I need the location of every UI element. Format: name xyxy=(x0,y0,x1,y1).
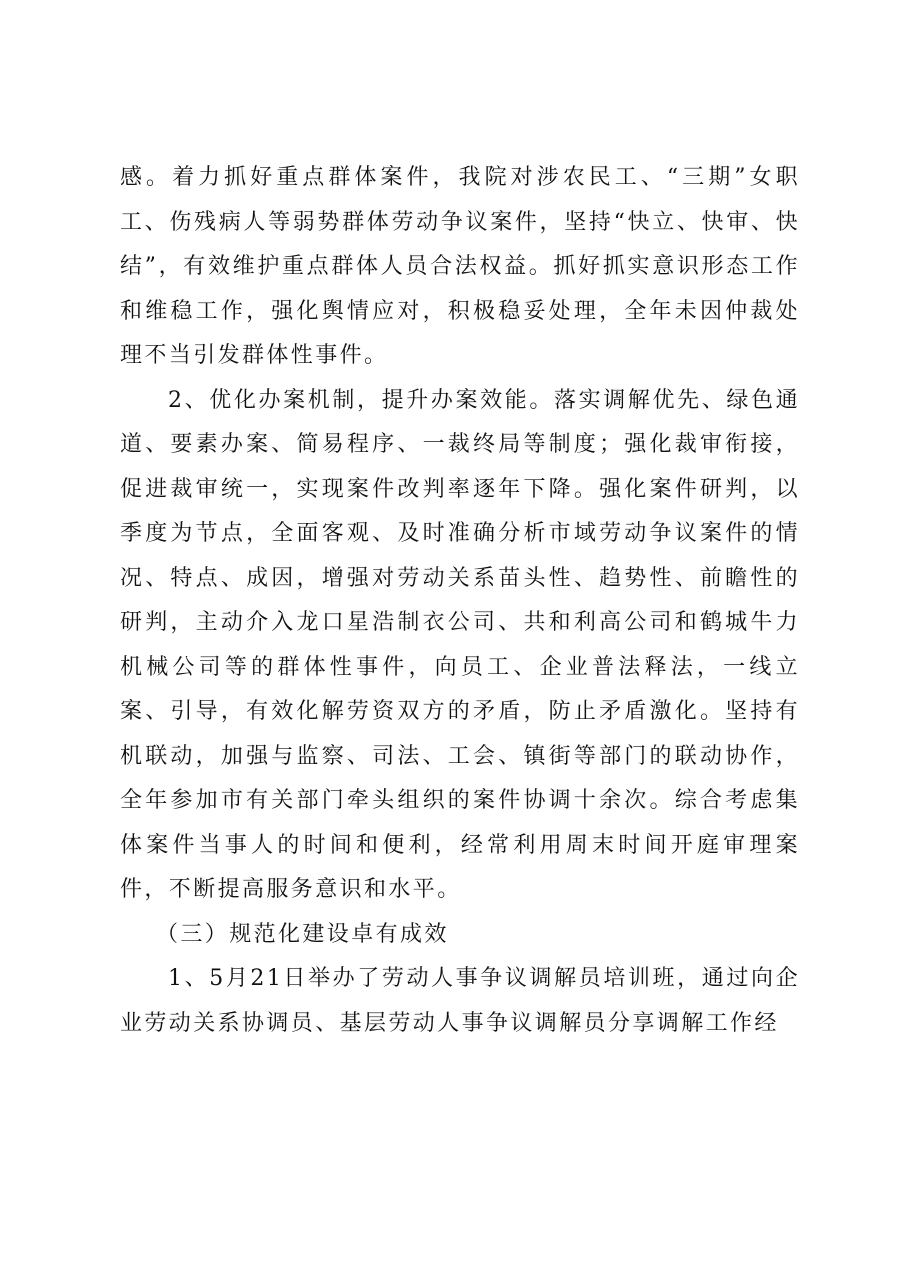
paragraph-case-mechanism: 2、优化办案机制，提升办案效能。落实调解优先、绿色通道、要素办案、简易程序、一裁终局等制度；强化裁审衔接，促进裁审统一，实现案件改判率逐年下降。强化案件研判，以季度为节点，全面客观、及时准确分析市域劳动争议案件的情况、特点、成因，增强对劳动关系苗头性、趋势性、前瞻性的研判，主动介入龙口星浩制衣公司、共和利高公司和鹤城牛力机械公司等的群体性事件，向员工、企业普法释法，一线立案、引导，有效化解劳资双方的矛盾，防止矛盾激化。坚持有机联动，加强与监察、司法、工会、镇街等部门的联动协作，全年参加市有关部门牵头组织的案件协调十余次。综合考虑集体案件当事人的时间和便利，经常利用周末时间开庭审理案件，不断提高服务意识和水平。 xyxy=(120,387,800,902)
document-body xyxy=(120,156,800,1046)
section-heading-standardization: （三）规范化建设卓有成效 xyxy=(156,921,449,947)
paragraph-continuation: 感。着力抓好重点群体案件，我院对涉农民工、“三期”女职工、伤残病人等弱势群体劳动争议案件，坚持“快立、快审、快结”，有效维护重点群体人员合法权益。抓好抓实意识形态工作和维稳工作，强化舆情应对，积极稳妥处理，全年未因仲裁处理不当引发群体性事件。 xyxy=(120,165,800,368)
paragraph-training: 1、5月21日举办了劳动人事争议调解员培训班，通过向企业劳动关系协调员、基层劳动人事争议调解员分享调解工作经 xyxy=(120,966,800,1036)
